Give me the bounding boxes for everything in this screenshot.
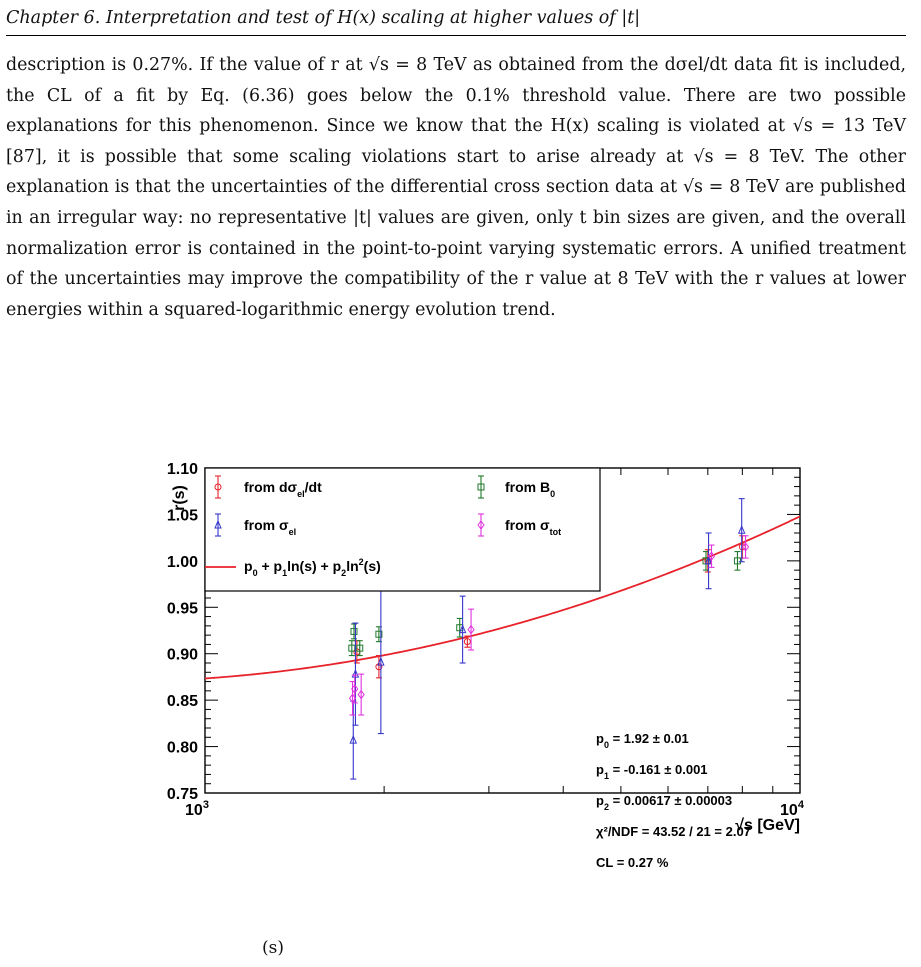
y-tick-label: 0.95 — [166, 600, 198, 618]
legend-b0-label: from B — [505, 479, 551, 495]
fit-result-p1-value: = -0.161 ± 0.001 — [608, 762, 708, 777]
body-text — [6, 50, 906, 325]
legend-b0-sub: 0 — [550, 489, 556, 499]
x-axis-title: √s [GeV] — [735, 817, 800, 834]
figure — [0, 440, 921, 934]
x-tick-label — [780, 799, 805, 819]
y-tick-label: 1.05 — [166, 507, 198, 525]
y-axis-title: r(s) — [171, 485, 188, 511]
fit-result-p0-sub: 0 — [603, 740, 609, 750]
legend-fit-p1: + p — [257, 558, 283, 574]
body-paragraph: description is 0.27%. If the value of r at √s = 8 TeV as obtained from the dσel/dt data fit is included, the CL of a fit by Eq. (6.36) goes below the 0.1% threshold value. There are two possible explanations for this phenomenon. Since we know that the H(x) scaling is violated at √s = 13 TeV [87], it is possible that some scaling violations start to arise already at √s = 8 TeV. The other explanation is that the uncertainties of the differential cross section data at √s = 8 TeV are published in an irregular way: no representative |t| values are given, only t bin sizes are given, and the overall normalization error is contained in the point-to-point varying systematic errors. A unified treatment of the uncertainties may improve the compatibility of the r value at 8 TeV with the r values at lower energies within a squared-logarithmic energy evolution trend. — [6, 55, 906, 320]
x-tick-label-base: 10 — [780, 802, 798, 819]
y-tick-label: 1.10 — [166, 461, 198, 478]
fit-result-p0-p: p — [596, 731, 604, 746]
fit-result-p2-sub: 2 — [603, 802, 609, 812]
caption-fragment: (s) — [262, 938, 284, 958]
x-tick-label-exponent: 3 — [202, 799, 209, 811]
legend-dsigma-label: from dσ — [244, 479, 298, 495]
legend-fit-p1-sub: 1 — [282, 568, 288, 578]
legend — [205, 468, 600, 591]
legend-sigma-el-label: from σ — [244, 517, 289, 533]
legend-fit-p0-sub: 0 — [252, 568, 258, 578]
fit-result-p2-p: p — [596, 793, 604, 808]
x-tick-label-exponent: 4 — [797, 799, 804, 811]
fit-result-p0-value: = 1.92 ± 0.01 — [608, 731, 689, 746]
x-tick-label-base: 10 — [185, 802, 203, 819]
fit-result-cl: CL = 0.27 % — [596, 855, 669, 870]
fit-result-chi2: χ²/NDF = 43.52 / 21 = 2.07 — [596, 824, 751, 839]
fit-result-p2 — [596, 793, 732, 812]
legend-fit-ln2: ln — [346, 558, 359, 574]
legend-sigma-tot-sub: tot — [549, 527, 562, 537]
y-tick-label: 0.80 — [166, 739, 198, 757]
fit-result-p0 — [596, 731, 689, 750]
legend-fit-sq: 2 — [358, 557, 364, 567]
fit-result-p1-sub: 1 — [603, 771, 609, 781]
fit-result-p1-p: p — [596, 762, 604, 777]
y-tick-label: 0.85 — [166, 693, 198, 711]
y-tick-label: 0.75 — [166, 786, 198, 803]
fit-result-p2-value: = 0.00617 ± 0.00003 — [608, 793, 733, 808]
r-of-s-plot — [0, 440, 921, 930]
legend-sigma-el-sub: el — [288, 527, 297, 537]
legend-dsigma-tail: /dt — [304, 479, 322, 495]
running-head: Chapter 6. Interpretation and test of H(x) scaling at higher values of |t| — [6, 8, 641, 28]
fit-result-p1 — [596, 762, 708, 781]
legend-fit-p0: p — [244, 558, 253, 574]
legend-fit-ln: ln(s) + p — [287, 558, 342, 574]
legend-fit-p2-sub: 2 — [341, 568, 347, 578]
x-tick-label — [185, 799, 209, 819]
y-tick-label: 0.90 — [166, 646, 198, 664]
legend-dsigma-sub: el — [297, 489, 305, 499]
header-rule — [6, 35, 906, 36]
fit-results — [596, 731, 751, 870]
y-tick-label: 1.00 — [166, 553, 198, 571]
legend-fit-tail: (s) — [363, 558, 381, 574]
legend-sigma-tot-label: from σ — [505, 517, 550, 533]
